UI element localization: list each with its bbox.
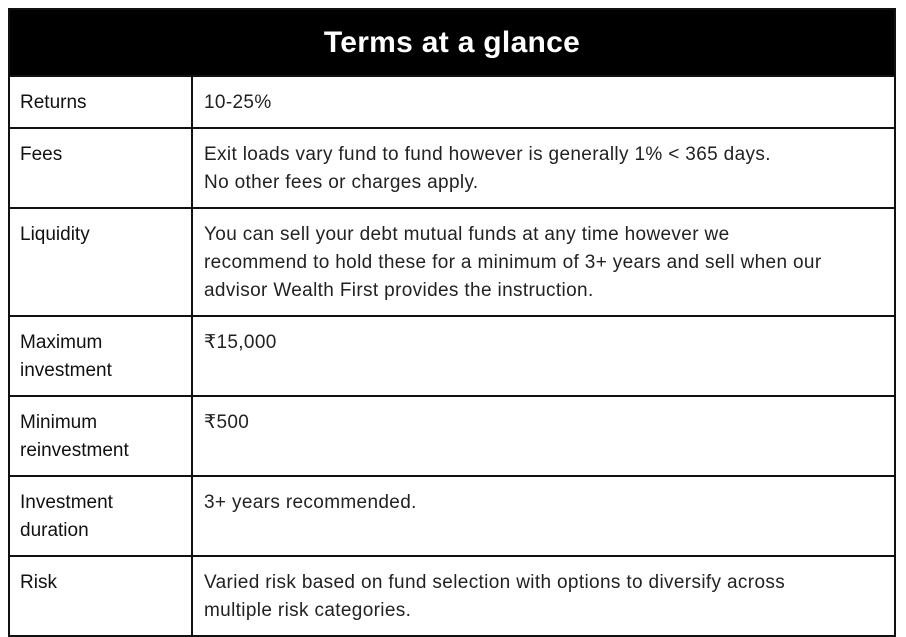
row-value-risk <box>192 556 894 635</box>
row-value-maximum-investment <box>192 316 894 396</box>
value-line: 10-25% <box>204 92 272 113</box>
terms-table <box>8 8 896 637</box>
row-value-fees <box>192 128 894 208</box>
row-value-minimum-reinvestment <box>192 396 894 476</box>
row-value-investment-duration <box>192 476 894 556</box>
row-label-liquidity: Liquidity <box>10 208 192 316</box>
table-title: Terms at a glance <box>10 10 894 75</box>
row-label-fees: Fees <box>10 128 192 208</box>
row-value-liquidity <box>192 208 894 316</box>
value-line: advisor Wealth First provides the instruction. <box>204 280 594 301</box>
row-label-maximum-investment: Maximum investment <box>10 316 192 396</box>
value-line: ₹500 <box>204 412 250 433</box>
value-line: 3+ years recommended. <box>204 492 417 513</box>
row-label-returns: Returns <box>10 76 192 128</box>
value-line: You can sell your debt mutual funds at any time however we <box>204 224 730 245</box>
row-value-returns <box>192 76 894 128</box>
table-row <box>10 476 894 556</box>
row-label-minimum-reinvestment: Minimum reinvestment <box>10 396 192 476</box>
value-line: No other fees or charges apply. <box>204 172 479 193</box>
row-label-investment-duration: Investment duration <box>10 476 192 556</box>
value-line: multiple risk categories. <box>204 600 412 621</box>
table-row <box>10 76 894 128</box>
value-line: Varied risk based on fund selection with options to diversify across <box>204 572 786 593</box>
row-label-risk: Risk <box>10 556 192 635</box>
table-row <box>10 128 894 208</box>
terms-grid <box>10 75 894 635</box>
table-row <box>10 396 894 476</box>
value-line: ₹15,000 <box>204 332 277 353</box>
table-row <box>10 208 894 316</box>
value-line: Exit loads vary fund to fund however is generally 1% < 365 days. <box>204 144 771 165</box>
value-line: recommend to hold these for a minimum of 3+ years and sell when our <box>204 252 822 273</box>
table-row <box>10 316 894 396</box>
table-row <box>10 556 894 635</box>
